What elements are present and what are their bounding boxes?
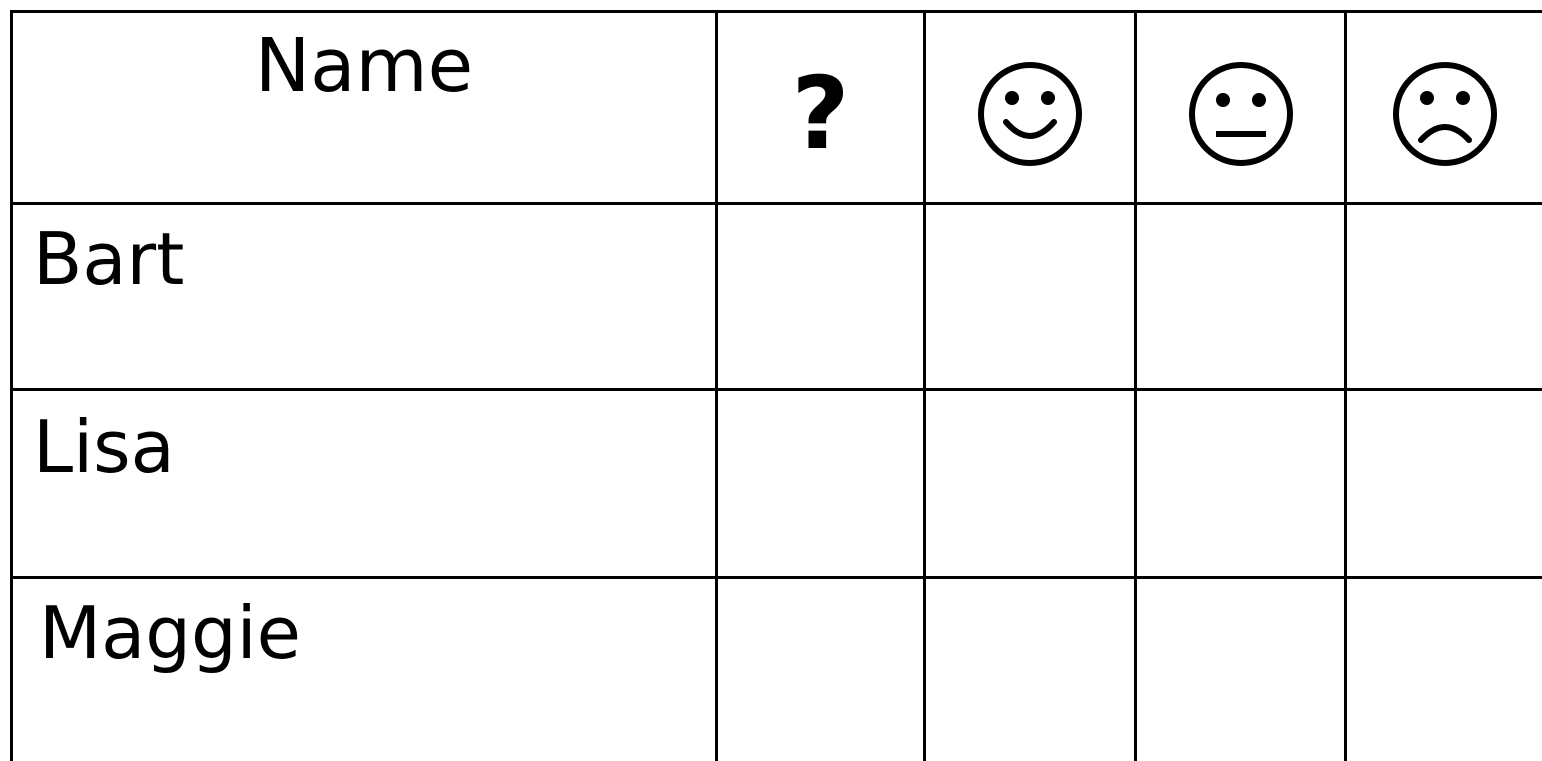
table-row (13, 579, 715, 761)
header-frowny-cell (1347, 13, 1542, 202)
question-mark-label: ? (791, 54, 850, 172)
header-neutral-cell (1137, 13, 1344, 202)
header-smiley-cell (926, 13, 1134, 202)
neutral-face-icon (1185, 58, 1297, 170)
header-name-label: Name (254, 23, 474, 109)
header-name-cell (13, 13, 715, 202)
student-name: Maggie (39, 591, 301, 675)
frowny-face-icon (1389, 58, 1501, 170)
header-question-cell (718, 13, 923, 202)
table-row (13, 391, 715, 576)
smiley-face-icon (974, 58, 1086, 170)
student-name: Lisa (33, 405, 175, 489)
student-name: Bart (33, 217, 185, 301)
table-row (13, 205, 715, 388)
